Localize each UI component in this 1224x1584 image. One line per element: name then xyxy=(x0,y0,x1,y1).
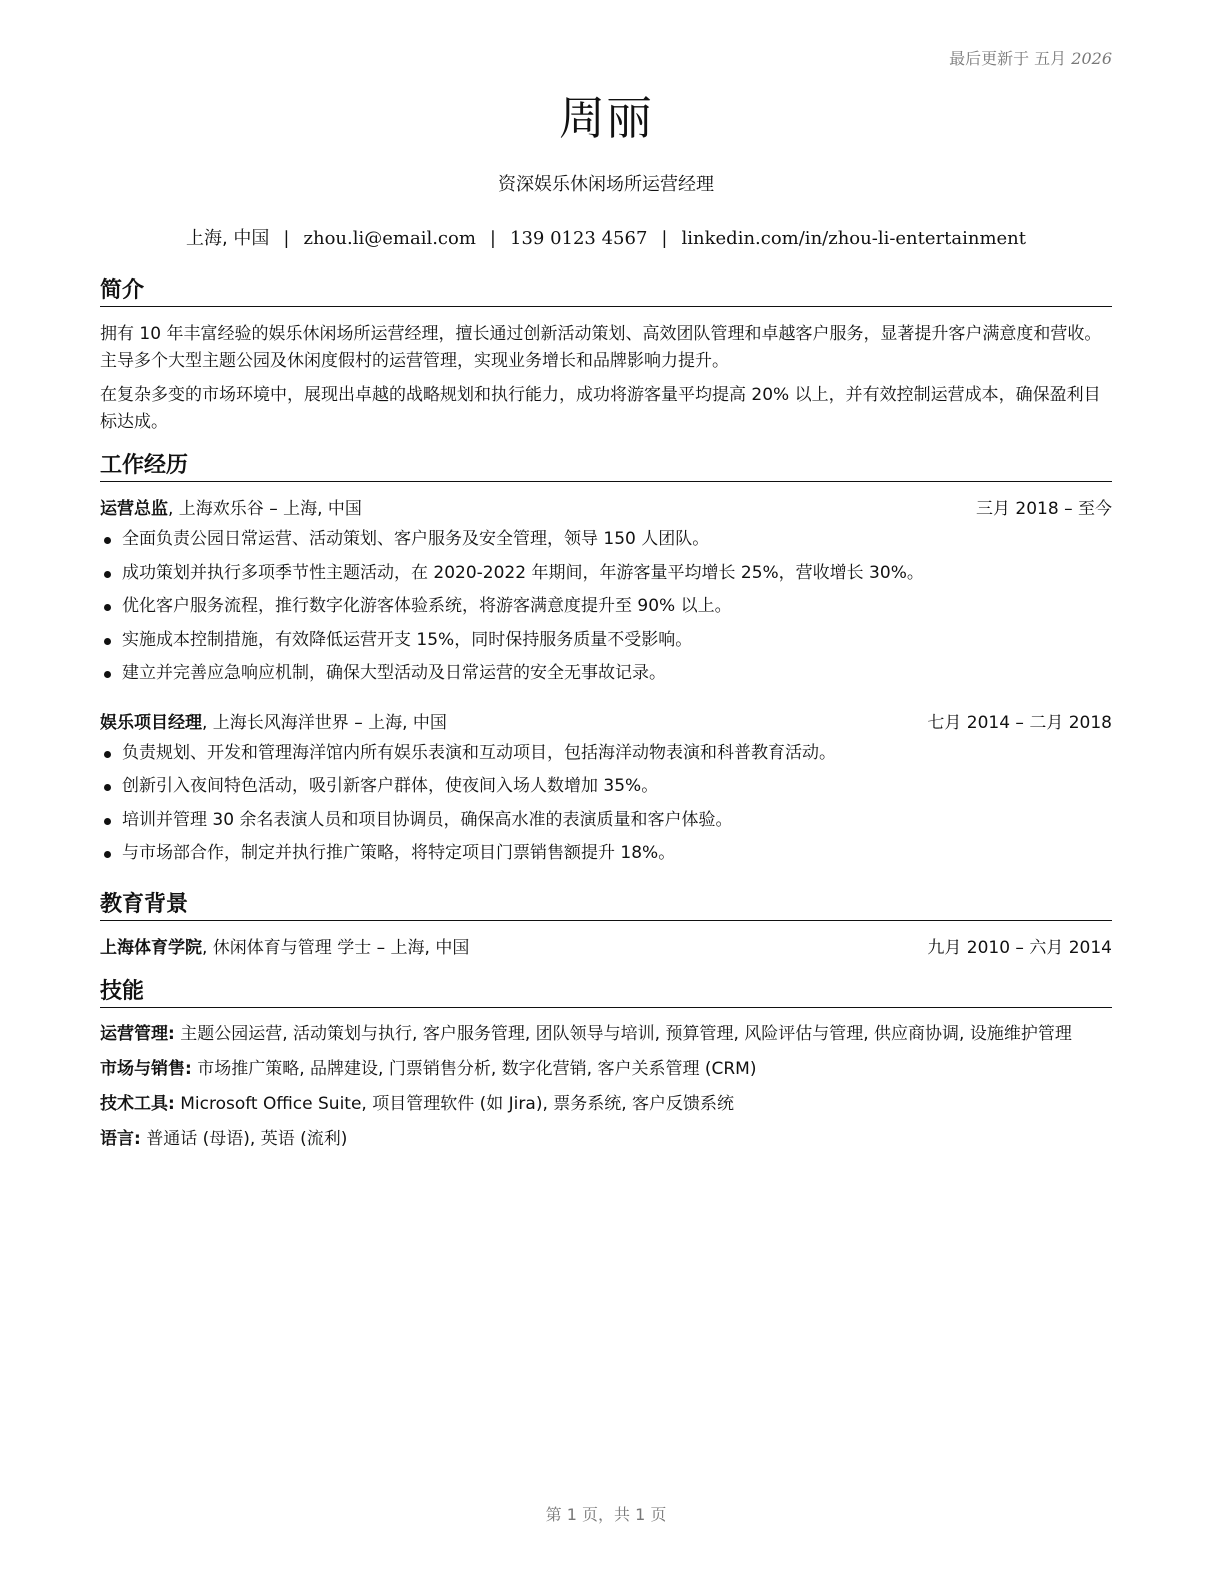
skill-line xyxy=(100,1126,1112,1153)
section-title-skills: 技能 xyxy=(100,977,1112,1008)
last-updated-label: 最后更新于 五月 xyxy=(949,49,1067,68)
candidate-headline: 资深娱乐休闲场所运营经理 xyxy=(498,174,714,195)
job-bullet: 创新引入夜间特色活动，吸引新客户群体，使夜间入场人数增加 35%。 xyxy=(100,770,1112,804)
education-school: 上海体育学院 xyxy=(100,938,202,958)
contact-location: 上海, 中国 xyxy=(185,228,270,249)
education-entry xyxy=(100,934,1112,962)
skill-list: 普通话 (母语), 英语 (流利) xyxy=(140,1129,348,1149)
skill-line xyxy=(100,1091,1112,1118)
job-entry xyxy=(100,495,1112,691)
job-bullet: 建立并完善应急响应机制，确保大型活动及日常运营的安全无事故记录。 xyxy=(100,657,1112,691)
job-header xyxy=(100,709,1112,737)
job-bullet: 成功策划并执行多项季节性主题活动，在 2020-2022 年期间，年游客量平均增长 25%，营收增长 30%。 xyxy=(100,557,1112,591)
job-bullet: 培训并管理 30 余名表演人员和项目协调员，确保高水准的表演质量和客户体验。 xyxy=(100,804,1112,838)
education-detail: , 休闲体育与管理 学士 – 上海, 中国 xyxy=(202,938,470,958)
education-section xyxy=(100,890,1112,962)
job-bullets xyxy=(100,523,1112,691)
skill-category: 技术工具: xyxy=(100,1094,175,1114)
job-org-location: , 上海欢乐谷 – 上海, 中国 xyxy=(168,499,362,519)
job-bullet: 全面负责公园日常运营、活动策划、客户服务及安全管理，领导 150 人团队。 xyxy=(100,523,1112,557)
skill-list: 市场推广策略, 品牌建设, 门票销售分析, 数字化营销, 客户关系管理 (CRM) xyxy=(191,1059,757,1079)
job-bullet: 与市场部合作，制定并执行推广策略，将特定项目门票销售额提升 18%。 xyxy=(100,837,1112,871)
job-header xyxy=(100,495,1112,523)
skill-category: 语言: xyxy=(100,1129,141,1149)
job-org-location: , 上海长风海洋世界 – 上海, 中国 xyxy=(202,712,447,733)
skill-category: 运营管理: xyxy=(100,1024,175,1044)
contact-email[interactable]: zhou.li@email.com xyxy=(303,228,476,249)
skill-line xyxy=(100,1056,1112,1083)
contact-phone[interactable]: 139 0123 4567 xyxy=(510,228,648,249)
summary-section xyxy=(100,276,1112,436)
skill-list: 主题公园运营, 活动策划与执行, 客户服务管理, 团队领导与培训, 预算管理, 风险评估与管理, 供应商协调, 设施维护管理 xyxy=(174,1024,1072,1044)
experience-section xyxy=(100,451,1112,871)
job-bullet: 负责规划、开发和管理海洋馆内所有娱乐表演和互动项目，包括海洋动物表演和科普教育活动。 xyxy=(100,737,1112,771)
contact-separator: | xyxy=(661,228,668,249)
skill-line xyxy=(100,1021,1112,1048)
summary-paragraph: 在复杂多变的市场环境中，展现出卓越的战略规划和执行能力，成功将游客量平均提高 20% 以上，并有效控制运营成本，确保盈利目标达成。 xyxy=(100,385,1101,432)
resume-page xyxy=(100,0,1112,1584)
candidate-name: 周丽 xyxy=(559,91,653,145)
job-role: 运营总监 xyxy=(100,499,168,519)
contact-separator: | xyxy=(489,228,496,249)
section-title-summary: 简介 xyxy=(100,276,1112,307)
job-date: 七月 2014 – 二月 2018 xyxy=(927,712,1112,733)
job-bullet: 实施成本控制措施，有效降低运营开支 15%，同时保持服务质量不受影响。 xyxy=(100,624,1112,658)
skill-list: Microsoft Office Suite, 项目管理软件 (如 Jira), 票务系统, 客户反馈系统 xyxy=(174,1094,735,1114)
education-date: 九月 2010 – 六月 2014 xyxy=(927,938,1112,958)
contact-line xyxy=(100,224,1112,250)
contact-separator: | xyxy=(283,228,290,249)
summary-paragraph: 拥有 10 年丰富经验的娱乐休闲场所运营经理，擅长通过创新活动策划、高效团队管理和卓越客户服务，显著提升客户满意度和营收。主导多个大型主题公园及休闲度假村的运营管理，实现业务增长和品牌影响力提升。 xyxy=(100,324,1102,371)
job-date: 三月 2018 – 至今 xyxy=(976,499,1112,519)
job-entry xyxy=(100,709,1112,871)
contact-linkedin[interactable]: linkedin.com/in/zhou-li-entertainment xyxy=(681,228,1027,249)
page-number: 第 1 页，共 1 页 xyxy=(545,1505,667,1524)
skill-category: 市场与销售: xyxy=(100,1059,192,1079)
section-title-experience: 工作经历 xyxy=(100,451,1112,482)
job-bullets xyxy=(100,737,1112,871)
last-updated xyxy=(949,46,1112,69)
last-updated-year: 2026 xyxy=(1071,49,1112,68)
section-title-education: 教育背景 xyxy=(100,890,1112,921)
skills-section xyxy=(100,977,1112,1153)
job-role: 娱乐项目经理 xyxy=(100,712,202,733)
job-bullet: 优化客户服务流程，推行数字化游客体验系统，将游客满意度提升至 90% 以上。 xyxy=(100,590,1112,624)
